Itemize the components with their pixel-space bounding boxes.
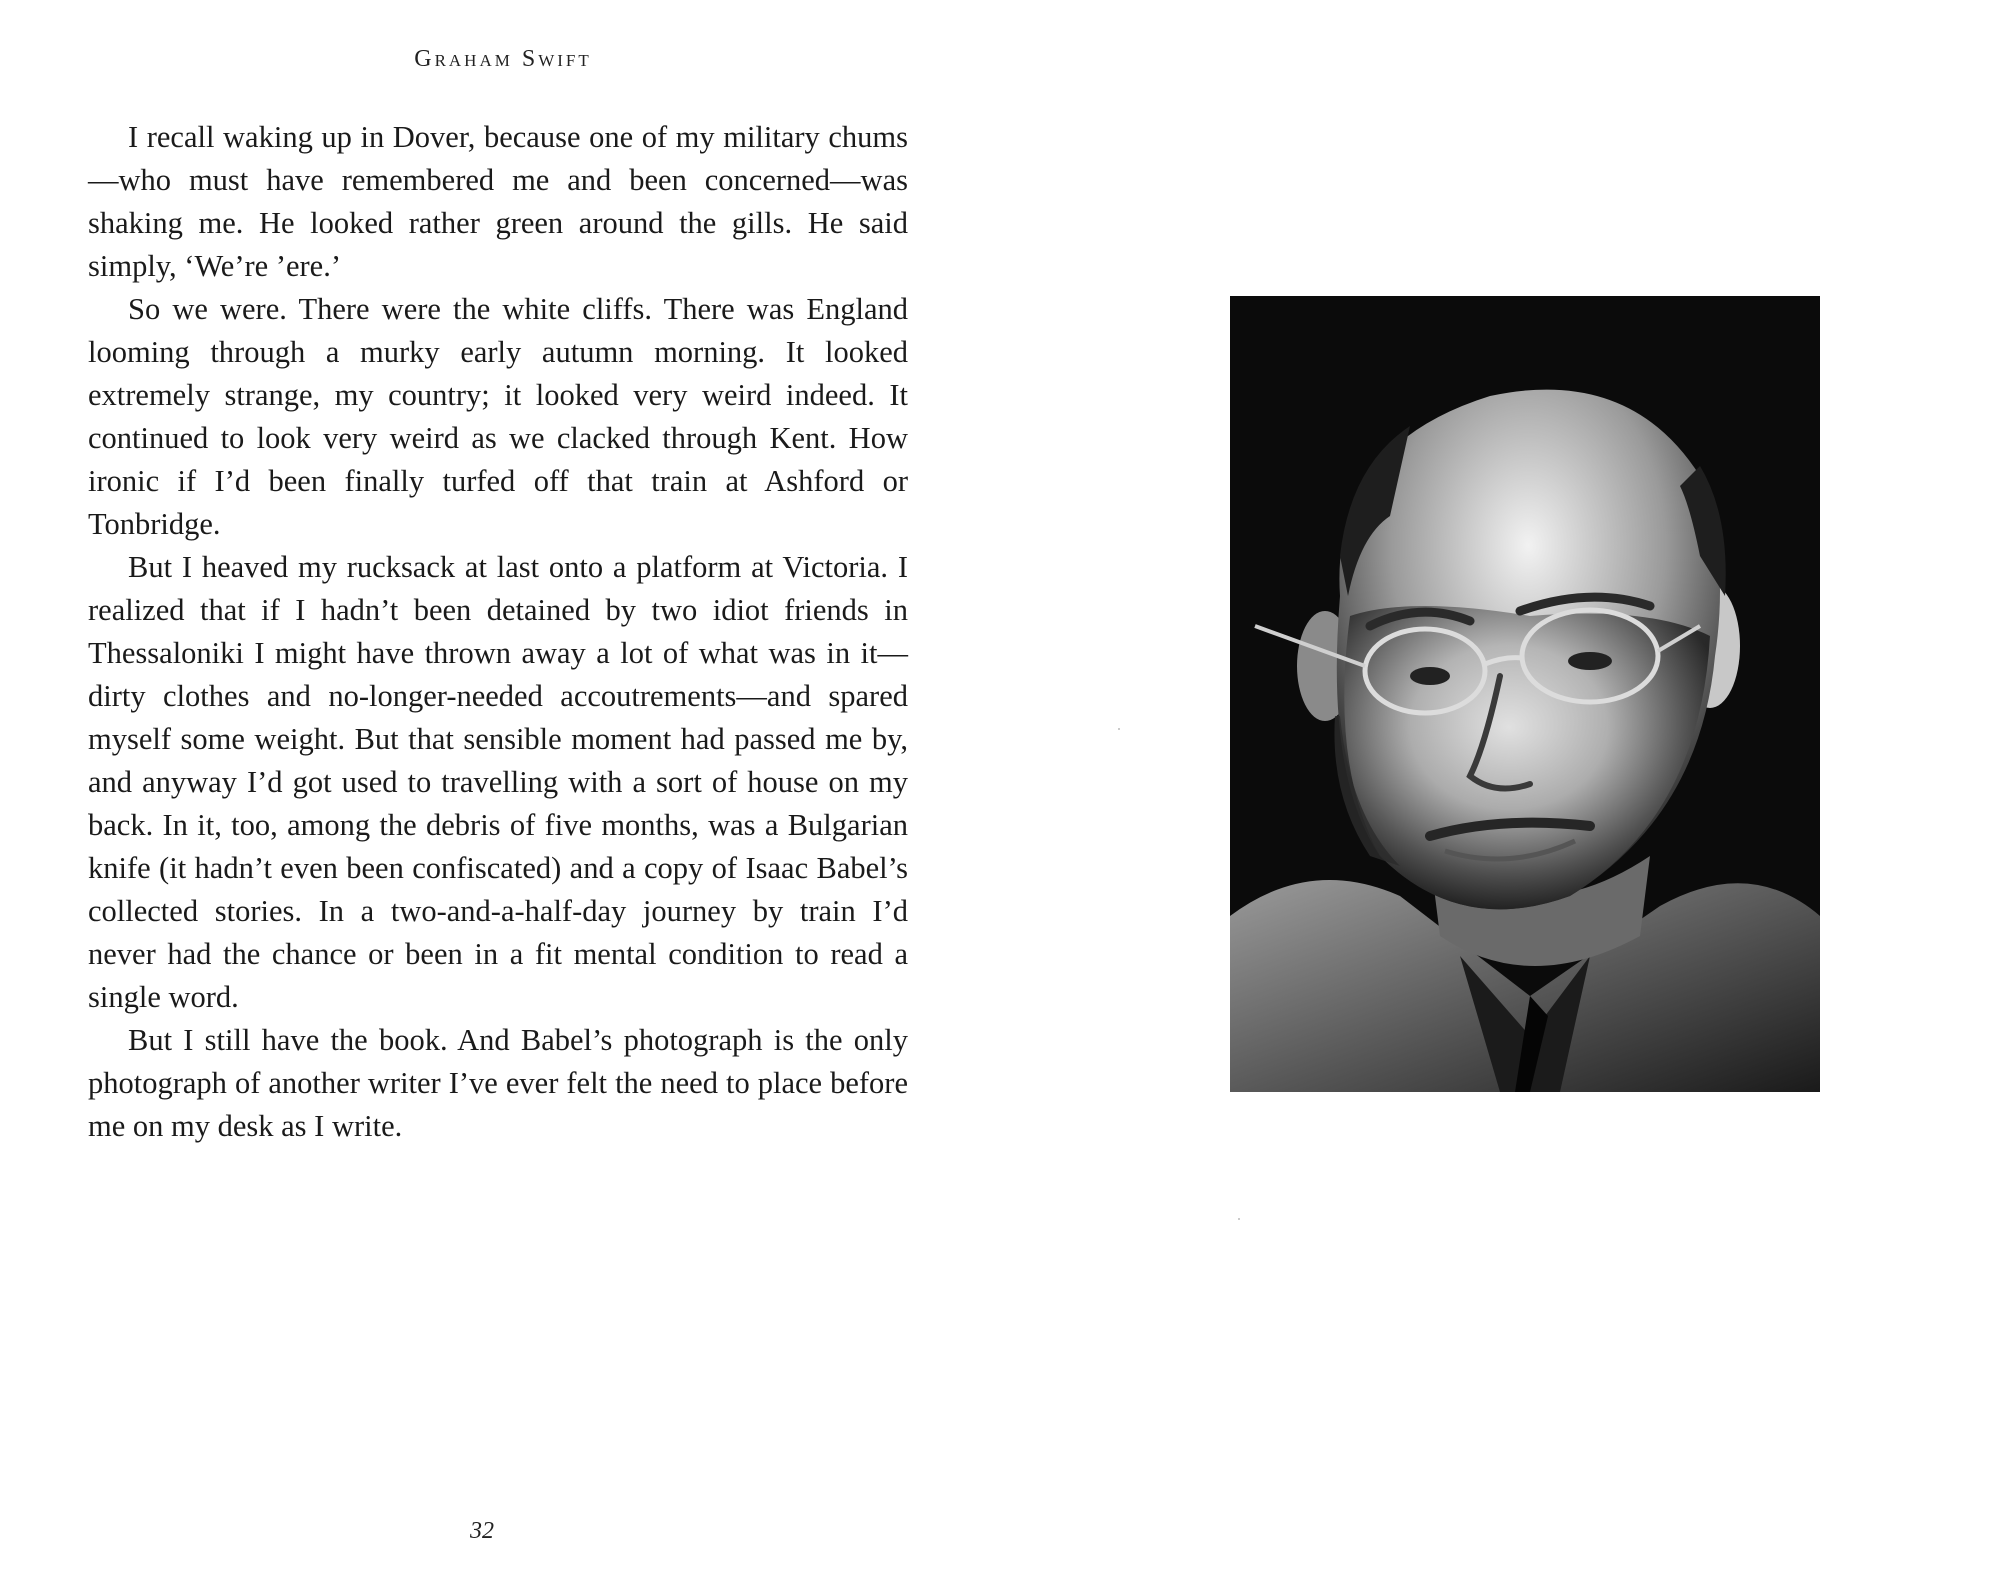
- page-number: 32: [470, 1518, 494, 1544]
- paper-speck: [1118, 728, 1120, 730]
- paper-speck: [1238, 1218, 1240, 1220]
- author-portrait-photo: [1230, 296, 1820, 1092]
- paragraph-2: So we were. There were the white cliffs. There was England looming through a murky early autumn morning. It looked extremely strange, my country; it looked very weird indeed. It continued to look very weird as we clacked through Kent. How ironic if I’d been finally turfed off that train at Ashford or Tonbridge.: [88, 292, 908, 541]
- paragraph-4: But I still have the book. And Babel’s photograph is the only photograph of another writer I’ve ever felt the need to place before me on my desk as I write.: [88, 1023, 908, 1143]
- running-head: Graham Swift: [414, 46, 592, 72]
- portrait-illustration: [1230, 296, 1820, 1092]
- body-text: [88, 116, 908, 1148]
- right-page: [1000, 0, 2000, 1582]
- paragraph-3: But I heaved my rucksack at last onto a platform at Victoria. I realized that if I hadn’t been detained by two idiot friends in Thessaloniki I might have thrown away a lot of what was in it—dirty clothes and no-longer-needed accoutrements—and spared myself some weight. But that sensible moment had passed me by, and anyway I’d got used to travelling with a sort of house on my back. In it, too, among the debris of five months, was a Bulgarian knife (it hadn’t even been confiscated) and a copy of Isaac Babel’s collected stories. In a two-and-a-half-day journey by train I’d never had the chance or been in a fit mental condition to read a single word.: [88, 550, 908, 1014]
- paragraph-1: I recall waking up in Dover, because one of my military chums—who must have remembered me and been concerned—was shaking me. He looked rather green around the gills. He said simply, ‘We’re ’ere.’: [88, 120, 908, 283]
